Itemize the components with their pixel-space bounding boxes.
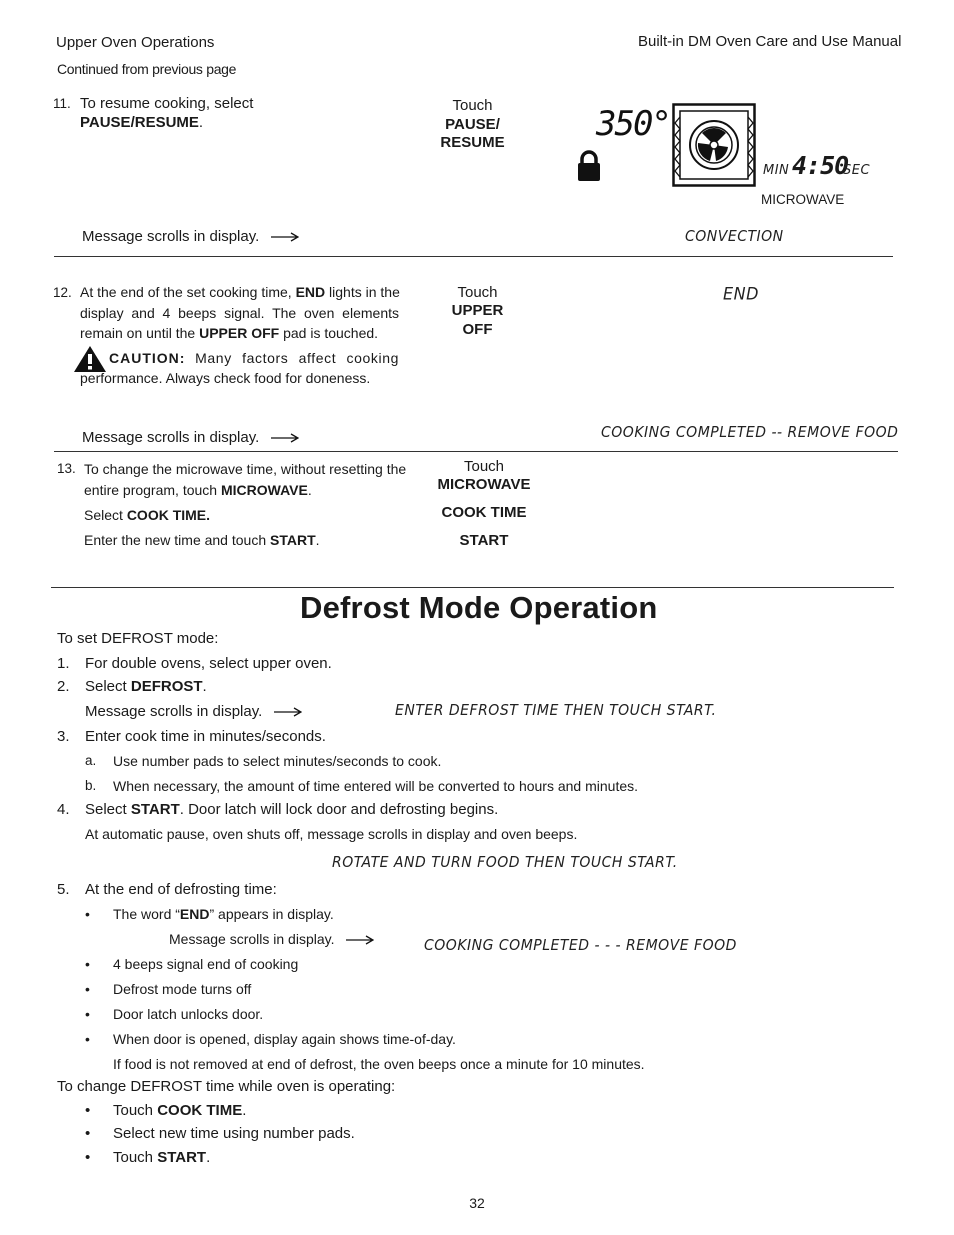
bullet: • — [85, 1149, 91, 1166]
substep-text: Use number pads to select minutes/seconds to cook. — [113, 753, 442, 769]
step-text: entire program, touch MICROWAVE. — [84, 482, 312, 498]
intro-text: To change DEFROST time while oven is operating: — [57, 1078, 396, 1095]
step-text: At the end of defrosting time: — [85, 881, 277, 898]
pad-label: PAUSE/ — [445, 116, 500, 133]
divider — [51, 587, 894, 588]
pad-label: START — [459, 532, 509, 549]
caution-icon — [73, 345, 107, 373]
step-number: 13. — [57, 461, 76, 476]
step-text: Select DEFROST. — [85, 678, 207, 695]
right-arrow-icon — [274, 707, 302, 717]
pad-label: UPPER — [451, 302, 504, 319]
step-number: 2. — [57, 678, 70, 695]
convection-fan-icon — [672, 103, 756, 187]
step-text: Enter the new time and touch START. — [84, 532, 320, 548]
section-title: Defrost Mode Operation — [300, 590, 658, 625]
intro-text: To set DEFROST mode: — [57, 630, 219, 647]
step-text: At the end of the set cooking time, END lights in the — [80, 284, 400, 300]
scroll-message: COOKING COMPLETED - - - REMOVE FOOD — [424, 937, 737, 955]
touch-label: Touch — [463, 458, 505, 475]
right-arrow-icon — [271, 232, 299, 242]
bullet-text: Touch COOK TIME. — [113, 1102, 247, 1119]
bullet-text: When door is opened, display again shows time-of-day. — [113, 1031, 456, 1047]
display-min-label: MIN — [763, 162, 790, 179]
scroll-note: Message scrolls in display. — [169, 931, 374, 947]
pad-label: MICROWAVE — [437, 476, 531, 493]
scroll-message: CONVECTION — [685, 228, 784, 246]
lock-icon — [576, 150, 602, 182]
step-number: 1. — [57, 655, 70, 672]
page-number: 32 — [469, 1195, 485, 1211]
bullet: • — [85, 981, 90, 997]
scroll-note: Message scrolls in display. — [85, 703, 302, 720]
bullet-text: Select new time using number pads. — [113, 1125, 355, 1142]
bullet: • — [85, 1125, 91, 1142]
step-number: 3. — [57, 728, 70, 745]
header-manual-title: Built-in DM Oven Care and Use Manual — [638, 33, 902, 50]
bullet-text: The word “END” appears in display. — [113, 906, 334, 922]
bullet-text: Defrost mode turns off — [113, 981, 252, 997]
step-text: Select START. Door latch will lock door and defrosting begins. — [85, 801, 499, 818]
step-text: To change the microwave time, without resetting the — [84, 461, 407, 477]
bullet-text: Door latch unlocks door. — [113, 1006, 264, 1022]
scroll-message: ROTATE AND TURN FOOD THEN TOUCH START. — [332, 854, 678, 872]
pad-label: COOK TIME — [441, 504, 527, 521]
step-number: 11. — [53, 96, 71, 111]
step-text: Select COOK TIME. — [84, 507, 211, 523]
bullet: • — [85, 1031, 90, 1047]
step-text: Enter cook time in minutes/seconds. — [85, 728, 326, 745]
display-mode-label: MICROWAVE — [761, 192, 845, 207]
display-message: END — [723, 283, 759, 304]
scroll-message: COOKING COMPLETED -- REMOVE FOOD — [601, 424, 899, 442]
bullet-text: Touch START. — [113, 1149, 211, 1166]
substep-letter: a. — [85, 753, 97, 768]
scroll-note: Message scrolls in display. — [82, 228, 299, 245]
step-text: display and 4 beeps signal. The oven elements — [80, 305, 399, 321]
step-number: 5. — [57, 881, 70, 898]
display-sec-label: SEC — [843, 162, 871, 179]
right-arrow-icon — [271, 433, 299, 443]
right-arrow-icon — [346, 935, 374, 945]
bullet-text: 4 beeps signal end of cooking — [113, 956, 299, 972]
bullet: • — [85, 956, 90, 972]
scroll-message: ENTER DEFROST TIME THEN TOUCH START. — [395, 702, 717, 720]
touch-label: Touch — [457, 284, 498, 301]
caution-text: CAUTION: Many factors affect cooking — [109, 350, 399, 366]
step-text: To resume cooking, select — [80, 95, 254, 112]
substep-text: When necessary, the amount of time entered will be converted to hours and minutes. — [113, 778, 639, 794]
bullet: • — [85, 1006, 90, 1022]
divider — [54, 451, 898, 452]
bullet: • — [85, 906, 90, 922]
caution-text: performance. Always check food for doneness. — [80, 370, 371, 386]
header-subsection: Continued from previous page — [57, 61, 237, 77]
pad-label: OFF — [462, 321, 493, 338]
header-section: Upper Oven Operations — [56, 34, 215, 51]
display-temperature: 350° — [596, 104, 670, 144]
step-number: 4. — [57, 801, 70, 818]
substep-letter: b. — [85, 778, 97, 793]
step-note: At automatic pause, oven shuts off, message scrolls in display and oven beeps. — [85, 826, 578, 842]
bullet: • — [85, 1102, 91, 1119]
scroll-note: Message scrolls in display. — [82, 429, 299, 446]
display-time: 4:50 — [792, 151, 849, 180]
divider — [54, 256, 893, 257]
touch-label: Touch — [452, 97, 493, 114]
pad-label: RESUME — [440, 134, 505, 151]
step-text: remain on until the UPPER OFF pad is touched. — [80, 325, 379, 341]
step-text: PAUSE/RESUME. — [80, 114, 204, 131]
step-number: 12. — [53, 285, 72, 300]
bullet-note: If food is not removed at end of defrost, the oven beeps once a minute for 10 minutes. — [113, 1056, 645, 1072]
step-text: For double ovens, select upper oven. — [85, 655, 332, 672]
